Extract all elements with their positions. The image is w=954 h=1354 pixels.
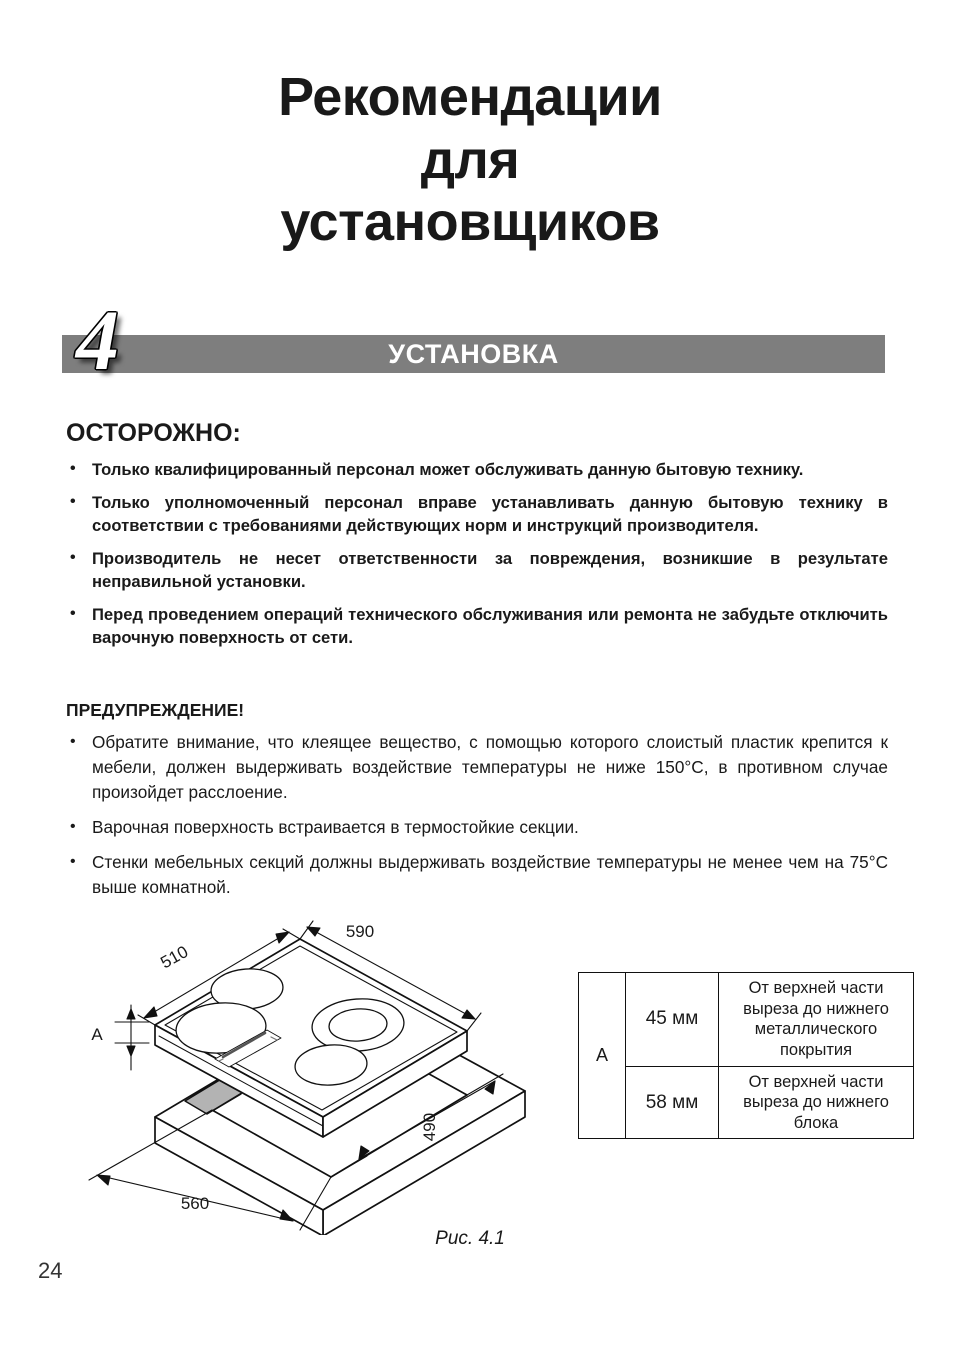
bullet-icon: •	[70, 460, 76, 477]
list-item-text: Обратите внимание, что клеящее вещество, с помощью которого слоистый пластик крепится к мебели, должен выдерживать воздействие температуры не ниже 150°C, в противном случае произойдет расслоение.	[92, 732, 888, 802]
chapter-title: УСТАНОВКА	[388, 339, 559, 369]
spec-table	[578, 972, 914, 1139]
table-row	[579, 1066, 914, 1139]
hob-installation-diagram	[55, 905, 575, 1235]
list-item	[66, 458, 888, 482]
caution-list	[66, 458, 888, 659]
list-item	[66, 603, 888, 650]
page-title-line-3: установщиков	[280, 192, 660, 253]
list-item	[66, 491, 888, 538]
bullet-icon: •	[70, 548, 76, 566]
bullet-icon: •	[70, 852, 76, 870]
dimension-label-590: 590	[345, 922, 375, 941]
list-item-text: Варочная поверхность встраивается в термостойкие секции.	[92, 816, 579, 837]
dimension-label-a: A	[91, 1025, 103, 1044]
dimension-label-510: 510	[157, 942, 192, 973]
table-cell-description: От верхней части выреза до нижнего металлического покрытия	[719, 973, 914, 1067]
list-item-text: Только уполномоченный персонал вправе устанавливать данную бытовую технику в соответствии с требованиями действующих норм и инструкций производителя.	[92, 492, 888, 536]
chapter-number: 4	[76, 292, 119, 388]
dimension-a	[115, 1005, 149, 1070]
list-item	[66, 815, 888, 840]
table-cell-description: От верхней части выреза до нижнего блока	[719, 1066, 914, 1139]
list-item	[66, 547, 888, 594]
page-title	[200, 66, 740, 254]
list-item	[66, 850, 888, 900]
bullet-icon: •	[70, 492, 76, 510]
bullet-icon: •	[70, 733, 76, 750]
caution-heading: ОСТОРОЖНО:	[66, 419, 241, 447]
page-title-line-2: для	[420, 129, 520, 190]
chapter-header	[62, 292, 885, 403]
table-cell-value: 45 мм	[626, 973, 719, 1067]
list-item-text: Производитель не несет ответственности за повреждения, возникшие в результате неправильной установки.	[92, 548, 888, 592]
table-cell-label: A	[579, 973, 626, 1139]
bullet-icon: •	[70, 604, 76, 622]
page-title-line-1: Рекомендации	[278, 67, 662, 127]
list-item-text: Только квалифицированный персонал может обслуживать данную бытовую технику.	[92, 460, 804, 479]
warning-list	[66, 730, 888, 910]
dimension-label-490: 490	[420, 1112, 439, 1142]
table-cell-value: 58 мм	[626, 1066, 719, 1139]
dimension-label-560: 560	[180, 1194, 210, 1213]
list-item-text: Перед проведением операций технического обслуживания или ремонта не забудьте отключить варочную поверхность от сети.	[92, 604, 888, 648]
list-item-text: Стенки мебельных секций должны выдерживать воздействие температуры не менее чем на 75°C выше комнатной.	[92, 851, 888, 897]
table-row	[579, 973, 914, 1067]
figure-caption: Рис. 4.1	[435, 1228, 505, 1249]
page-number: 24	[38, 1258, 63, 1283]
list-item	[66, 730, 888, 805]
bullet-icon: •	[70, 817, 76, 835]
warning-heading: ПРЕДУПРЕЖДЕНИЕ!	[66, 700, 245, 720]
